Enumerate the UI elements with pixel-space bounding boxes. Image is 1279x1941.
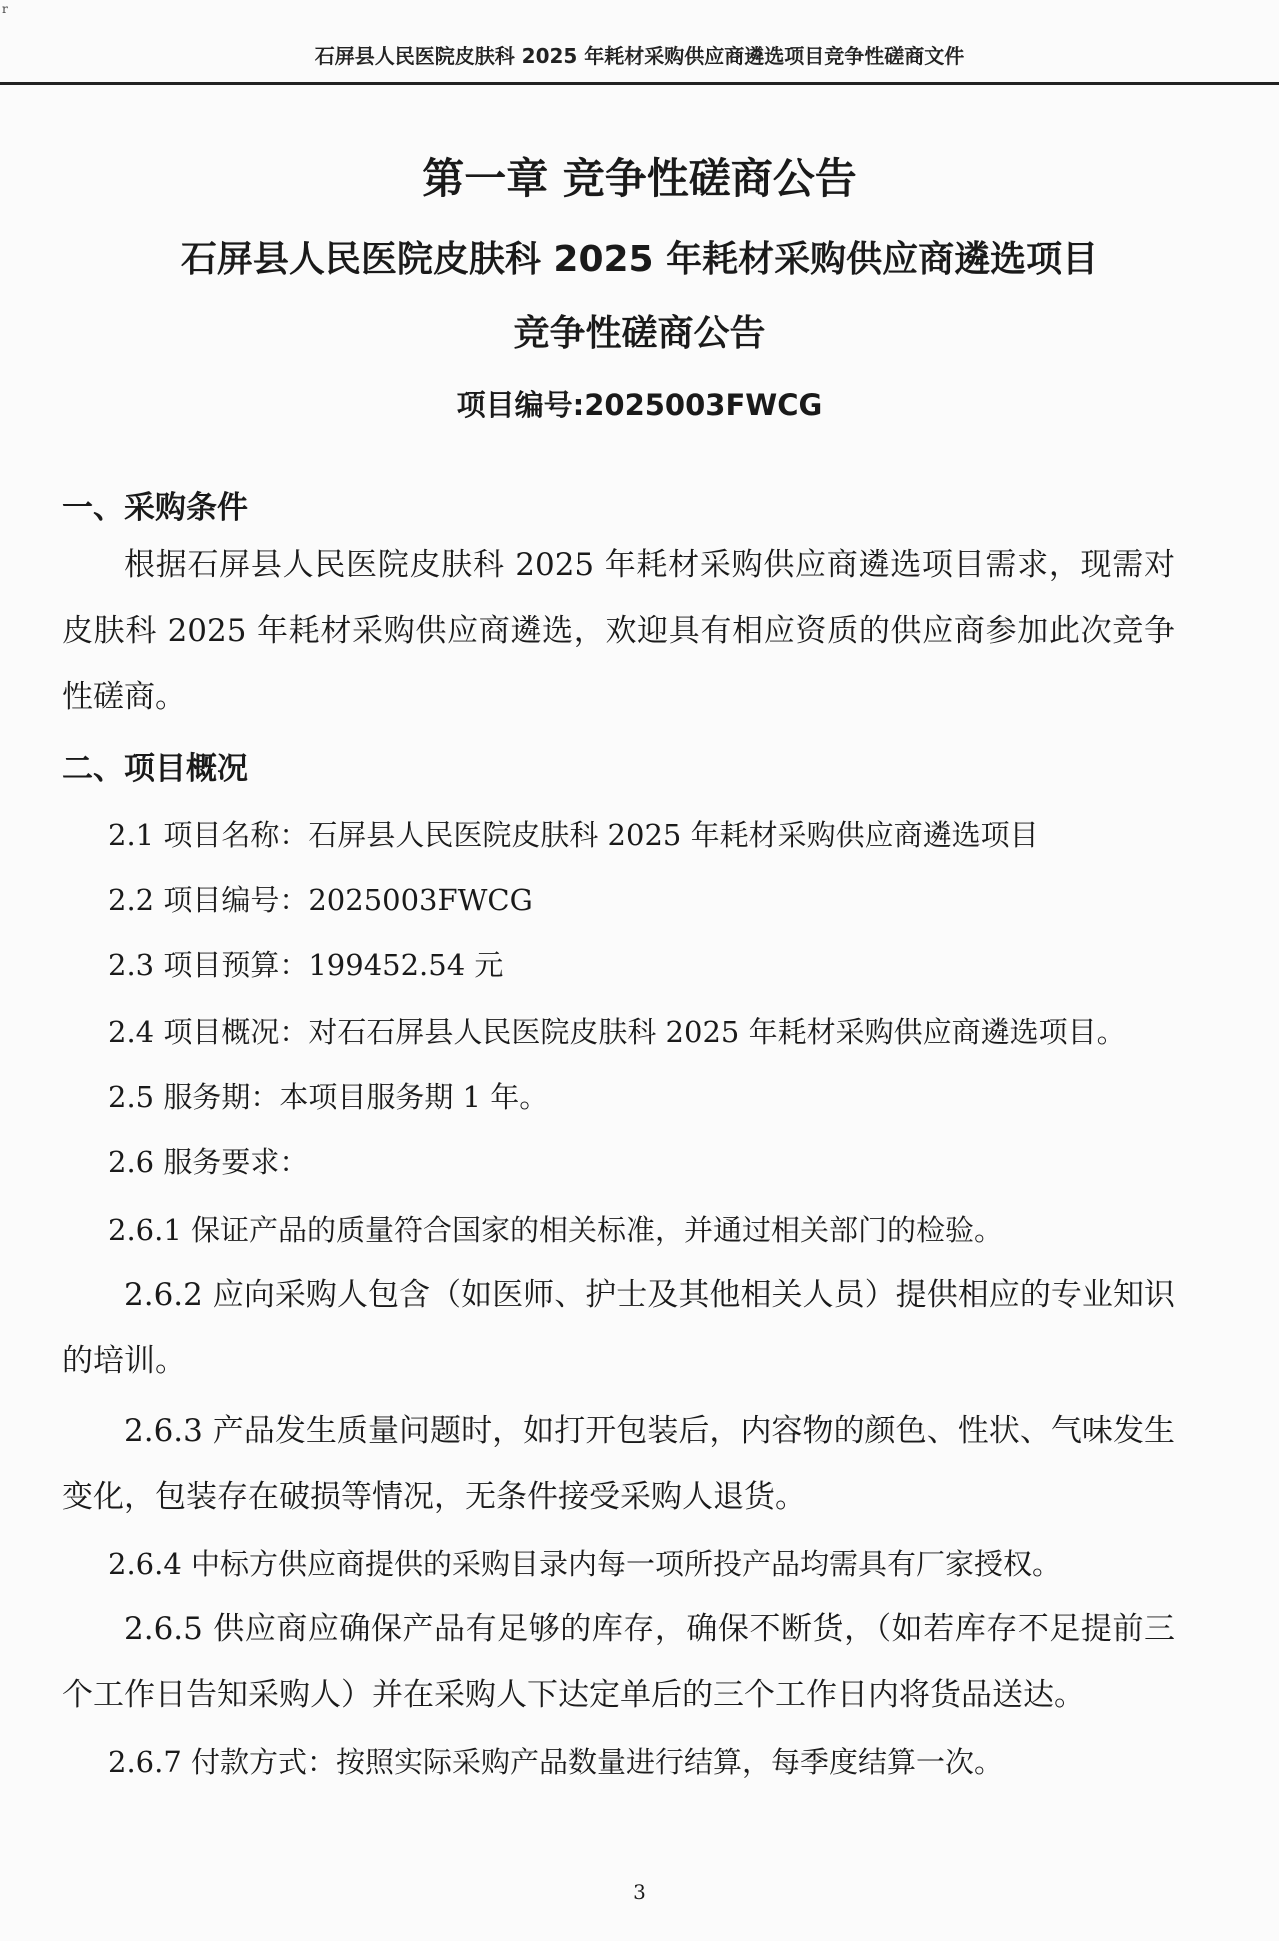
item-2-6-4: 2.6.4 中标方供应商提供的采购目录内每一项所投产品均需具有厂家授权。: [108, 1547, 1062, 1581]
item-2-6: 2.6 服务要求：: [108, 1145, 309, 1179]
section1-paragraph: 根据石屏县人民医院皮肤科 2025 年耗材采购供应商遴选项目需求，现需对皮肤科 2025 年耗材采购供应商遴选，欢迎具有相应资质的供应商参加此次竞争性磋商。: [62, 547, 1175, 715]
section1-heading: 一、采购条件: [62, 490, 248, 526]
section2-heading: 二、项目概况: [62, 751, 248, 787]
announcement-title-line2: 竞争性磋商公告: [513, 313, 766, 354]
running-header: 石屏县人民医院皮肤科 2025 年耗材采购供应商遴选项目竞争性磋商文件: [314, 44, 965, 68]
chapter-title: 第一章 竞争性磋商公告: [422, 154, 857, 203]
announcement-title-line1: 石屏县人民医院皮肤科 2025 年耗材采购供应商遴选项目: [180, 239, 1099, 280]
item-2-3: 2.3 项目预算：199452.54 元: [108, 948, 504, 982]
item-2-6-5: 2.6.5 供应商应确保产品有足够的库存，确保不断货，（如若库存不足提前三个工作日告知采购人）并在采购人下达定单后的三个工作日内将货品送达。: [62, 1611, 1175, 1713]
project-number: 项目编号:2025003FWCG: [456, 388, 823, 422]
item-2-2: 2.2 项目编号：2025003FWCG: [108, 883, 533, 917]
corner-mark: r: [2, 2, 8, 16]
item-2-6-2: 2.6.2 应向采购人包含（如医师、护士及其他相关人员）提供相应的专业知识的培训。: [62, 1277, 1175, 1379]
item-2-6-7: 2.6.7 付款方式：按照实际采购产品数量进行结算，每季度结算一次。: [108, 1745, 1004, 1779]
item-2-6-3: 2.6.3 产品发生质量问题时，如打开包装后，内容物的颜色、性状、气味发生变化，包装存在破损等情况，无条件接受采购人退货。: [62, 1413, 1175, 1515]
header-rule: [0, 82, 1279, 85]
item-2-5: 2.5 服务期：本项目服务期 1 年。: [108, 1080, 549, 1114]
item-2-6-1: 2.6.1 保证产品的质量符合国家的相关标准，并通过相关部门的检验。: [108, 1213, 1004, 1247]
item-2-4: 2.4 项目概况：对石石屏县人民医院皮肤科 2025 年耗材采购供应商遴选项目。: [108, 1015, 1126, 1049]
item-2-1: 2.1 项目名称：石屏县人民医院皮肤科 2025 年耗材采购供应商遴选项目: [108, 818, 1039, 852]
page-number: 3: [633, 1880, 646, 1904]
